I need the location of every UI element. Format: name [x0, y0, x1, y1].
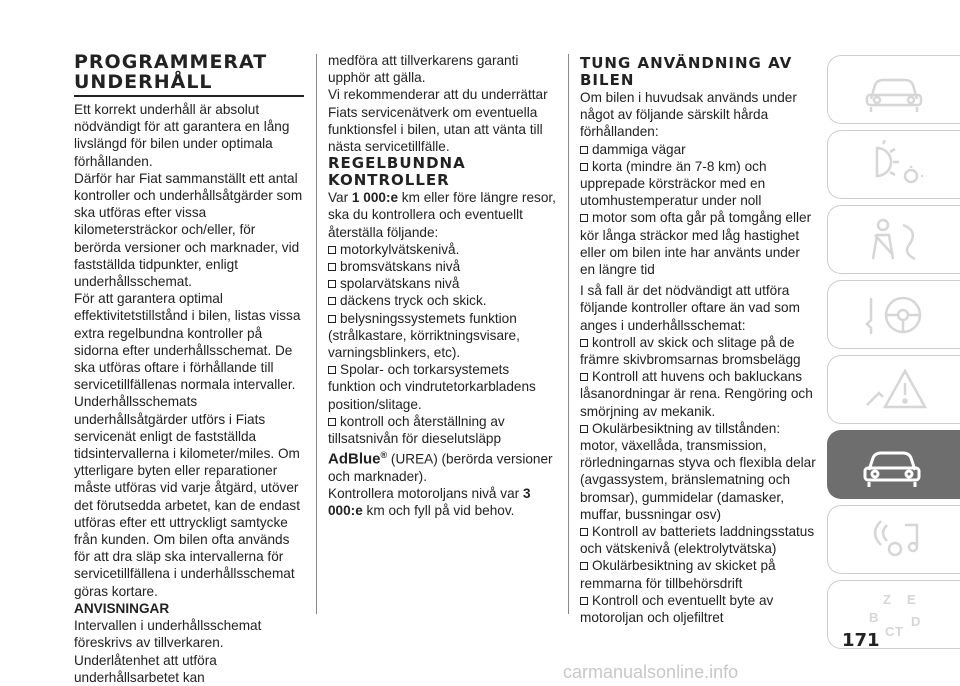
paragraph: medföra att tillverkarens garanti upphör att gälla.: [328, 53, 519, 86]
tab-car-front[interactable]: [827, 55, 960, 124]
checkbox-square-icon: [580, 562, 588, 570]
paragraph: I så fall är det nödvändigt att utföra följande kontroller oftare än vad som anges i underhållsschemat:: [580, 283, 800, 333]
checkbox-square-icon: [580, 146, 588, 154]
list-item-text: spolarvätskans nivå: [340, 276, 460, 292]
oil-pre: Kontrollera motoroljans nivå var: [328, 486, 523, 502]
checkbox-square-icon: [580, 425, 588, 433]
light-sun-icon: [859, 140, 929, 190]
checkbox-square-icon: [580, 528, 588, 536]
interval-km: 1 000:e: [351, 190, 399, 206]
steering-wheel-icon: [859, 290, 929, 340]
list-item-text: dammiga vägar: [592, 141, 686, 157]
intro-post: km eller före längre resor, ska du kontrollera och eventuellt återställa följande:: [328, 190, 556, 240]
checkbox-square-icon: [580, 597, 588, 605]
column-1: [74, 52, 304, 686]
checkbox-square-icon: [580, 339, 588, 347]
tab-maintenance[interactable]: [827, 430, 960, 499]
column-divider: [316, 54, 317, 614]
list-item-text: belysningssystemets funktion (strålkastare, körriktningsvisare, varningsblinkers, etc).: [328, 310, 520, 361]
list-item: [328, 292, 559, 309]
page-number: 171: [842, 630, 880, 651]
check-list: [580, 334, 816, 626]
checkbox-square-icon: [580, 163, 588, 171]
heading-wrap: [74, 52, 304, 97]
car-front-icon: [859, 65, 929, 115]
paragraph: Underhållsschemats underhållsåtgärder utförs i Fiats servicenät enligt de fastställda tidsintervallerna i kilometer/miles. Om ytterligare byten eller reparationer måste utföras vid varje åtgärd, utöver det förutsedda arbetet, kan de endast utföras efter ett uttryckligt samtycke från kunden. Om bilen ofta används för att dra släp ska intervallerna för servicetillfällena i underhållsschemat göras kortare.: [74, 394, 300, 599]
chapter-tab-sidebar: [827, 55, 960, 655]
condition-list: [580, 141, 816, 279]
list-item: [580, 334, 816, 368]
list-item: [580, 557, 816, 591]
list-item-text: däckens tryck och skick.: [340, 293, 487, 309]
checkbox-square-icon: [328, 263, 336, 271]
list-item-text: Kontroll att huvens och bakluckans låsanordningar är rena. Rengöring och smörjning av mekanik.: [580, 369, 813, 419]
paragraph: Ett korrekt underhåll är absolut nödvändigt för att garantera en lång livslängd för bilen under optimala förhållanden.: [74, 102, 290, 169]
list-item: [580, 592, 816, 626]
index-letter: D: [911, 613, 921, 629]
list-item: [328, 413, 559, 485]
checkbox-square-icon: [580, 214, 588, 222]
list-item-text: bromsvätskans nivå: [340, 259, 461, 275]
warning-triangle-icon: [859, 365, 929, 415]
index-letter: B: [869, 609, 879, 625]
tab-multimedia[interactable]: [827, 505, 960, 574]
checkbox-square-icon: [328, 280, 336, 288]
intro-paragraph: [328, 189, 559, 241]
list-item-text: korta (mindre än 7-8 km) och upprepade körsträckor med en utomhustemperatur under noll: [580, 158, 767, 209]
list-item-text: Okulärbesiktning av tillstånden: motor, växellåda, transmission, rörledningarnas styva och flexibla delar (avgassystem, bränslematning och bromsar), gummidelar (damasker, muffar, bussningar osv): [580, 420, 816, 522]
list-item-text: kontroll av skick och slitage på de främre skivbromsarnas bromsbelägg: [580, 334, 801, 368]
list-item-text: kontroll och återställning av tillsatsnivån för dieselutsläpp: [328, 413, 505, 447]
paragraph: Därför har Fiat sammanställt ett antal kontroller och underhållsåtgärder som ska utföras efter vissa kilometersträckor och/eller, för berörda versioner och marknader, vid fastställda tidpunkter, enligt underhållsschemat.: [74, 170, 303, 290]
list-item: [328, 258, 559, 275]
tab-starting-driving[interactable]: [827, 280, 960, 349]
column-2: [328, 52, 559, 520]
checkbox-square-icon: [328, 246, 336, 254]
check-list: [328, 241, 559, 485]
adblue-label: AdBlue: [328, 450, 381, 468]
list-item: [580, 523, 816, 557]
checkbox-square-icon: [580, 373, 588, 381]
checkbox-square-icon: [328, 297, 336, 305]
list-item: [580, 420, 816, 523]
list-item: [328, 361, 559, 413]
watermark: carmanualsonline.info: [563, 662, 739, 682]
note-text: Intervallen i underhållsschemat föreskrivs av tillverkaren. Underlåtenhet att utföra underhållsarbetet kan: [74, 618, 262, 685]
checkbox-square-icon: [328, 315, 336, 323]
seatbelt-airbag-icon: [859, 215, 929, 265]
list-item: [580, 368, 816, 420]
index-letter: E: [907, 591, 916, 607]
paragraph: För att garantera optimal effektivitetstillstånd i bilen, listas vissa extra regelbundna kontroller på sidorna efter underhållsschemat. De ska utföras oftare i förhållande till servicetillfällenas normala intervaller.: [74, 291, 301, 393]
list-item-text: Kontroll och eventuellt byte av motoroljan och oljefiltret: [580, 592, 774, 626]
list-item-text: motor som ofta går på tomgång eller kör långa sträckor med låg hastighet eller om bilen inte har använts under en längre tid: [580, 210, 812, 278]
list-item: [580, 141, 816, 158]
list-item: [580, 209, 816, 278]
column-3: [580, 52, 816, 626]
list-item-text: (UREA) (berörda versioner och marknader).: [328, 451, 553, 484]
list-item-text: Spolar- och torkarsystemets funktion och vindrutetorkarbladens position/slitage.: [328, 362, 536, 412]
list-item-text: motorkylvätskenivå.: [340, 241, 460, 257]
paragraph: Om bilen i huvudsak används under något av följande särskilt hårda förhållanden:: [580, 90, 797, 140]
intro-pre: Var: [328, 190, 352, 206]
list-item-text: Kontroll av batteriets laddningsstatus och vätskenivå (elektrolytvätska): [580, 524, 815, 557]
tab-safety[interactable]: [827, 205, 960, 274]
car-wrench-icon: [859, 440, 929, 490]
index-letter: Z: [883, 591, 891, 607]
list-item: [580, 158, 816, 210]
oil-interval-km: 3 000:e: [328, 486, 531, 519]
section-heading-programmerat-underhall: PROGRAMMERAT UNDERHÅLL: [74, 51, 268, 93]
index-letter: C: [885, 623, 895, 639]
oil-paragraph: [328, 485, 559, 519]
oil-post: km och fyll på vid behov.: [362, 503, 515, 519]
list-item: [328, 241, 559, 258]
registered-mark: ®: [380, 450, 388, 461]
index-letter: T: [895, 623, 903, 639]
checkbox-square-icon: [328, 418, 336, 426]
list-item-text: Okulärbesiktning av skicket på remmarna för tillbehörsdrift: [580, 558, 776, 591]
list-item: [328, 310, 559, 362]
tab-lights[interactable]: [827, 130, 960, 199]
checkbox-square-icon: [328, 366, 336, 374]
section-heading-regelbundna-kontroller: REGELBUNDNA KONTROLLER: [328, 154, 466, 190]
note-heading: ANVISNINGAR: [74, 600, 170, 616]
paragraph: Vi rekommenderar att du underrättar Fiats servicenätverk om eventuella funktionsfel i bilen, utan att vänta till nästa servicetillfälle.: [328, 87, 548, 155]
list-item: [328, 275, 559, 292]
media-nav-icon: [859, 515, 929, 565]
tab-emergency[interactable]: [827, 355, 960, 424]
column-divider: [568, 54, 569, 614]
section-heading-tung-anvandning: TUNG ANVÄNDNING AV BILEN: [580, 54, 793, 89]
